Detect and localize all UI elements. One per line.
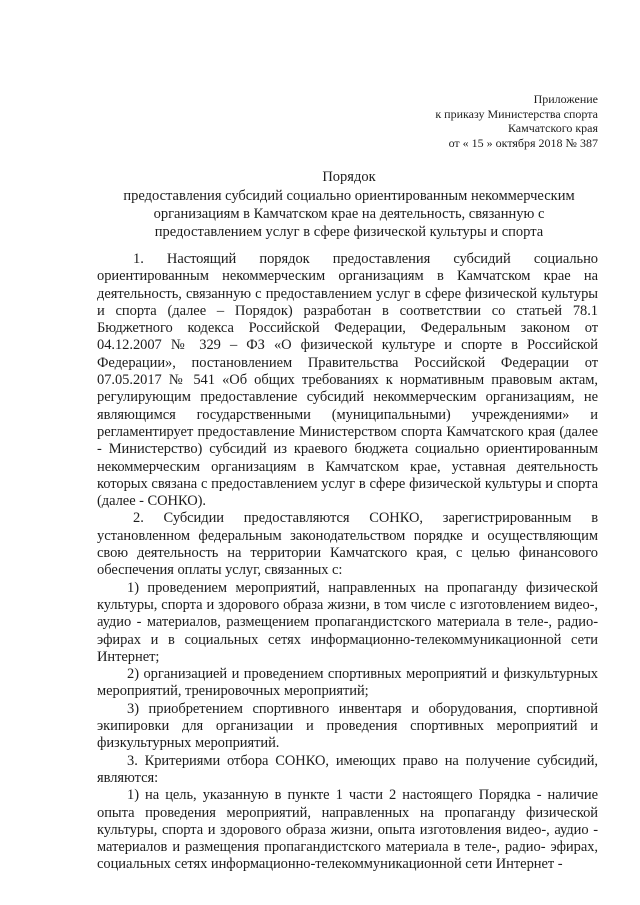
appendix-line: Камчатского края <box>507 121 598 135</box>
paragraph-3-item-1: 1) на цель, указанную в пункте 1 части 2 настоящего Порядка - наличие опыта проведения мероприятий, направленных на пропаганду физической культуры, спорта и здорового образа жизни, опыта изготовления видео-, аудио - материалов и размещения пропагандистского материала в теле-, радио- эфирах, социальных сетях информационно-телекоммуникационной сети Интернет - <box>97 787 598 873</box>
title-subtitle-line: организациям в Камчатском крае на деятельность, связанную с <box>153 206 545 222</box>
paragraph-2: 2. Субсидии предоставляются СОНКО, зарегистрированным в установленном федеральным законодательством порядке и осуществляющим свою деятельность на территории Камчатского края, с целью финансового обеспечения оплаты услуг, связанных с: <box>97 510 598 579</box>
appendix-line: к приказу Министерства спорта <box>435 106 598 121</box>
paragraph-2-item-3: 3) приобретением спортивного инвентаря и оборудования, спортивной экипировки для организации и проведения спортивных мероприятий и физкультурных мероприятий. <box>97 700 598 752</box>
document-body <box>97 251 598 874</box>
appendix-header <box>435 92 598 150</box>
title-subtitle-line: предоставлением услуг в сфере физической культуры и спорта <box>154 224 544 240</box>
title-main: Порядок <box>322 169 376 185</box>
appendix-order-date: от « 15 » октября 2018 № 387 <box>448 135 598 150</box>
document-title <box>100 168 598 241</box>
paragraph-2-item-2: 2) организацией и проведением спортивных мероприятий и физкультурных мероприятий, тренировочных мероприятий; <box>97 666 598 700</box>
appendix-line: Приложение <box>533 92 598 106</box>
paragraph-1: 1. Настоящий порядок предоставления субсидий социально ориентированным некоммерческим организациям в Камчатском крае на деятельность, связанную с предоставлением услуг в сфере физической культуры и спорта (далее – Порядок) разработан в соответствии со статьей 78.1 Бюджетного кодекса Российской Федерации, Федеральным законом от 04.12.2007 № 329 – ФЗ «О физической культуре и спорте в Российской Федерации», постановлением Правительства Российской Федерации от 07.05.2017 № 541 «Об общих требованиях к нормативным правовым актам, регулирующим предоставление субсидий некоммерческим организациям, не являющимся государственными (муниципальными) учреждениями» и регламентирует предоставление Министерством спорта Камчатского края (далее - Министерство) субсидий из краевого бюджета социально ориентированным некоммерческим организациям в Камчатском крае, уставная деятельность которых связана с предоставлением услуг в сфере физической культуры и спорта (далее - СОНКО). <box>97 251 598 510</box>
paragraph-3: 3. Критериями отбора СОНКО, имеющих право на получение субсидий, являются: <box>97 752 598 786</box>
title-subtitle-line: предоставления субсидий социально ориентированным некоммерческим <box>123 188 575 204</box>
paragraph-2-item-1: 1) проведением мероприятий, направленных на пропаганду физической культуры, спорта и здорового образа жизни, в том числе с изготовлением видео-, аудио - материалов, размещением пропагандистского материала в теле-, радио- эфирах и в социальных сетях информационно-телекоммуникационной сети Интернет; <box>97 579 598 665</box>
